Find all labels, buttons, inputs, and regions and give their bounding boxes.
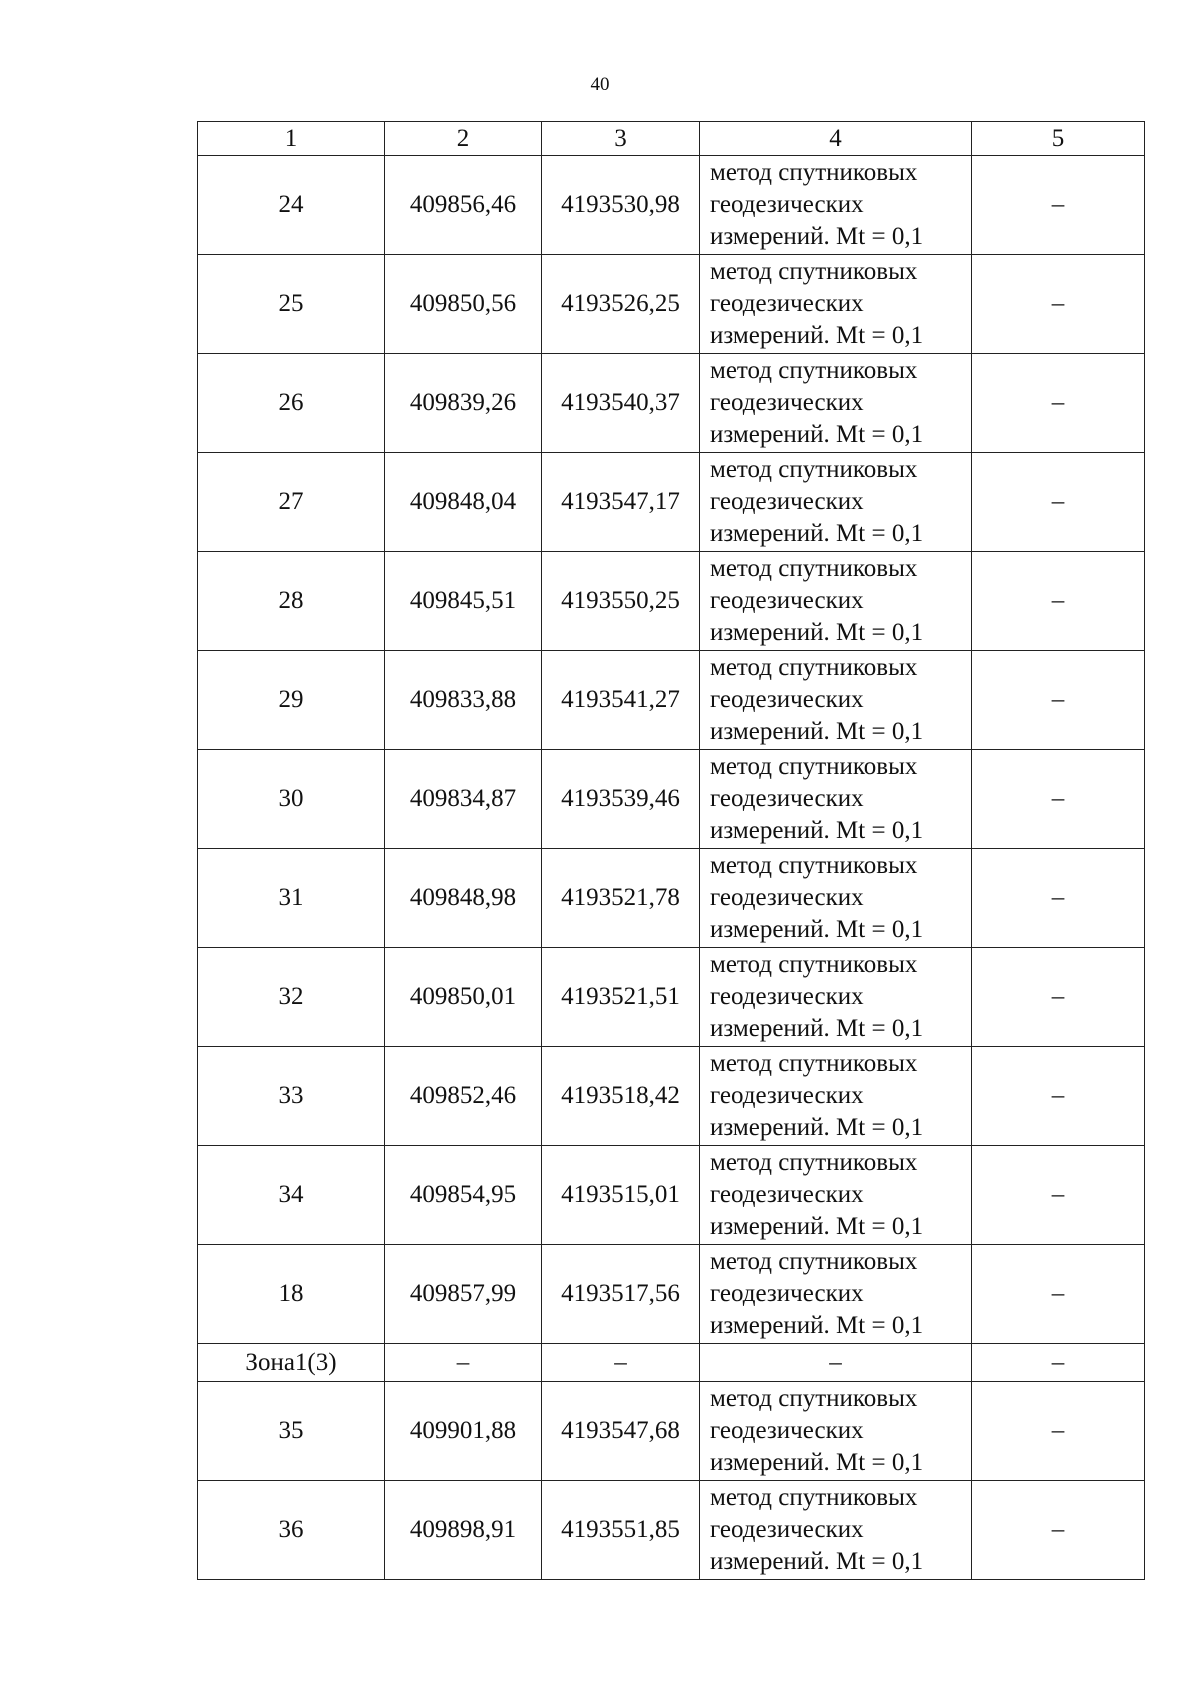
table-row <box>198 156 1145 255</box>
point-number-cell: 27 <box>198 453 385 552</box>
method-cell <box>700 750 972 849</box>
method-line: метод спутниковых <box>710 555 918 582</box>
point-number-cell: 18 <box>198 1245 385 1344</box>
header-cell-4: 4 <box>700 122 972 156</box>
table-row <box>198 552 1145 651</box>
y-coordinate-cell: 4193541,27 <box>542 651 700 750</box>
note-cell: – <box>972 948 1145 1047</box>
method-line: метод спутниковых <box>710 1484 918 1511</box>
coordinates-table <box>197 121 1145 1580</box>
point-number-cell: 26 <box>198 354 385 453</box>
note-cell: – <box>972 156 1145 255</box>
note-cell: – <box>972 750 1145 849</box>
table-row <box>198 1047 1145 1146</box>
method-line: метод спутниковых <box>710 357 918 384</box>
method-cell <box>700 948 972 1047</box>
x-coordinate-cell: 409845,51 <box>385 552 542 651</box>
note-cell: – <box>972 1245 1145 1344</box>
method-line: геодезических <box>710 587 864 614</box>
y-coordinate-cell: 4193521,51 <box>542 948 700 1047</box>
method-line: измерений. Mt = 0,1 <box>710 1449 924 1476</box>
y-coordinate-cell: 4193530,98 <box>542 156 700 255</box>
table-row <box>198 354 1145 453</box>
method-cell <box>700 651 972 750</box>
method-line: метод спутниковых <box>710 1248 918 1275</box>
y-coordinate-cell: 4193540,37 <box>542 354 700 453</box>
y-coordinate-cell: 4193547,17 <box>542 453 700 552</box>
table-row <box>198 453 1145 552</box>
point-number-cell: 34 <box>198 1146 385 1245</box>
point-number-cell: 31 <box>198 849 385 948</box>
note-cell: – <box>972 1146 1145 1245</box>
x-coordinate-cell: – <box>385 1344 542 1382</box>
method-line: геодезических <box>710 785 864 812</box>
method-line: измерений. Mt = 0,1 <box>710 1312 924 1339</box>
note-cell: – <box>972 1481 1145 1580</box>
note-cell: – <box>972 1344 1145 1382</box>
point-number-cell: 28 <box>198 552 385 651</box>
point-number-cell: 30 <box>198 750 385 849</box>
method-line: метод спутниковых <box>710 258 918 285</box>
point-number-cell: 35 <box>198 1382 385 1481</box>
x-coordinate-cell: 409833,88 <box>385 651 542 750</box>
table-row <box>198 849 1145 948</box>
note-cell: – <box>972 255 1145 354</box>
x-coordinate-cell: 409854,95 <box>385 1146 542 1245</box>
method-line: геодезических <box>710 983 864 1010</box>
y-coordinate-cell: 4193551,85 <box>542 1481 700 1580</box>
header-cell-3: 3 <box>542 122 700 156</box>
y-coordinate-cell: 4193521,78 <box>542 849 700 948</box>
header-cell-5: 5 <box>972 122 1145 156</box>
method-line: измерений. Mt = 0,1 <box>710 223 924 250</box>
note-cell: – <box>972 1047 1145 1146</box>
method-cell <box>700 453 972 552</box>
method-line: геодезических <box>710 191 864 218</box>
note-cell: – <box>972 1382 1145 1481</box>
method-cell <box>700 1146 972 1245</box>
y-coordinate-cell: 4193515,01 <box>542 1146 700 1245</box>
method-line: метод спутниковых <box>710 951 918 978</box>
method-line: измерений. Mt = 0,1 <box>710 1213 924 1240</box>
x-coordinate-cell: 409857,99 <box>385 1245 542 1344</box>
method-line: метод спутниковых <box>710 1149 918 1176</box>
method-line: геодезических <box>710 1516 864 1543</box>
table-row <box>198 651 1145 750</box>
table-row <box>198 255 1145 354</box>
y-coordinate-cell: 4193547,68 <box>542 1382 700 1481</box>
note-cell: – <box>972 354 1145 453</box>
method-line: геодезических <box>710 1082 864 1109</box>
method-line: измерений. Mt = 0,1 <box>710 1548 924 1575</box>
method-line: измерений. Mt = 0,1 <box>710 916 924 943</box>
method-cell <box>700 156 972 255</box>
method-line: геодезических <box>710 686 864 713</box>
method-line: измерений. Mt = 0,1 <box>710 421 924 448</box>
point-number-cell: 25 <box>198 255 385 354</box>
point-number-cell: 24 <box>198 156 385 255</box>
y-coordinate-cell: 4193539,46 <box>542 750 700 849</box>
y-coordinate-cell: 4193518,42 <box>542 1047 700 1146</box>
point-number-cell: 33 <box>198 1047 385 1146</box>
x-coordinate-cell: 409848,98 <box>385 849 542 948</box>
method-cell <box>700 1047 972 1146</box>
method-line: измерений. Mt = 0,1 <box>710 322 924 349</box>
method-line: измерений. Mt = 0,1 <box>710 1114 924 1141</box>
table-row <box>198 1382 1145 1481</box>
x-coordinate-cell: 409850,56 <box>385 255 542 354</box>
y-coordinate-cell: 4193517,56 <box>542 1245 700 1344</box>
method-line: геодезических <box>710 488 864 515</box>
point-number-cell: Зона1(3) <box>198 1344 385 1382</box>
method-cell <box>700 255 972 354</box>
method-line: геодезических <box>710 1181 864 1208</box>
method-line: метод спутниковых <box>710 159 918 186</box>
method-line: измерений. Mt = 0,1 <box>710 619 924 646</box>
method-cell <box>700 1481 972 1580</box>
method-cell <box>700 354 972 453</box>
x-coordinate-cell: 409839,26 <box>385 354 542 453</box>
y-coordinate-cell: 4193550,25 <box>542 552 700 651</box>
table-row <box>198 1245 1145 1344</box>
header-row <box>198 122 1145 156</box>
method-line: геодезических <box>710 290 864 317</box>
point-number-cell: 32 <box>198 948 385 1047</box>
method-cell <box>700 552 972 651</box>
x-coordinate-cell: 409898,91 <box>385 1481 542 1580</box>
method-line: геодезических <box>710 1280 864 1307</box>
method-cell <box>700 1344 972 1382</box>
method-cell <box>700 1382 972 1481</box>
zone-row <box>198 1344 1145 1382</box>
method-line: геодезических <box>710 1417 864 1444</box>
x-coordinate-cell: 409834,87 <box>385 750 542 849</box>
point-number-cell: 36 <box>198 1481 385 1580</box>
method-line: измерений. Mt = 0,1 <box>710 718 924 745</box>
table-body <box>198 122 1145 1580</box>
method-line: геодезических <box>710 884 864 911</box>
x-coordinate-cell: 409852,46 <box>385 1047 542 1146</box>
x-coordinate-cell: 409848,04 <box>385 453 542 552</box>
table-row <box>198 750 1145 849</box>
method-line: метод спутниковых <box>710 654 918 681</box>
method-line: измерений. Mt = 0,1 <box>710 1015 924 1042</box>
note-cell: – <box>972 849 1145 948</box>
method-line: метод спутниковых <box>710 1050 918 1077</box>
method-line: геодезических <box>710 389 864 416</box>
method-line: метод спутниковых <box>710 1385 918 1412</box>
method-line: – <box>829 1348 842 1376</box>
table-row <box>198 1146 1145 1245</box>
header-cell-1: 1 <box>198 122 385 156</box>
method-line: измерений. Mt = 0,1 <box>710 817 924 844</box>
note-cell: – <box>972 651 1145 750</box>
y-coordinate-cell: 4193526,25 <box>542 255 700 354</box>
table-row <box>198 948 1145 1047</box>
method-line: метод спутниковых <box>710 852 918 879</box>
y-coordinate-cell: – <box>542 1344 700 1382</box>
page-number: 40 <box>590 74 610 95</box>
method-line: метод спутниковых <box>710 753 918 780</box>
note-cell: – <box>972 453 1145 552</box>
method-line: измерений. Mt = 0,1 <box>710 520 924 547</box>
x-coordinate-cell: 409856,46 <box>385 156 542 255</box>
x-coordinate-cell: 409901,88 <box>385 1382 542 1481</box>
x-coordinate-cell: 409850,01 <box>385 948 542 1047</box>
header-cell-2: 2 <box>385 122 542 156</box>
point-number-cell: 29 <box>198 651 385 750</box>
method-line: метод спутниковых <box>710 456 918 483</box>
method-cell <box>700 849 972 948</box>
note-cell: – <box>972 552 1145 651</box>
table-row <box>198 1481 1145 1580</box>
method-cell <box>700 1245 972 1344</box>
